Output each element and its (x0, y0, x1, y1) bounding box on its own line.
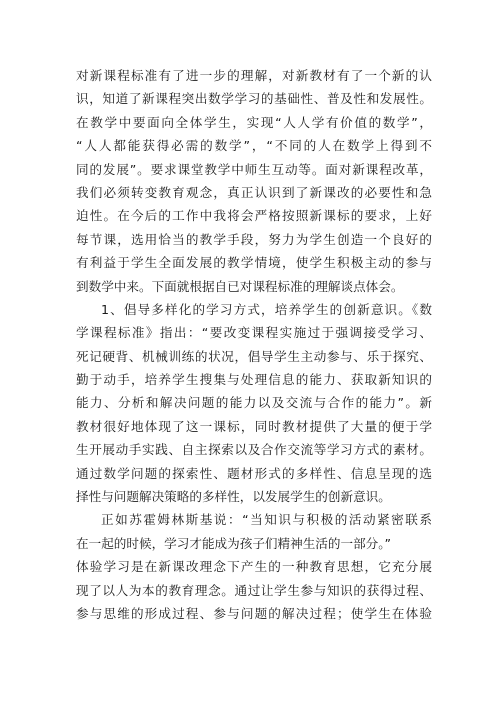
text-line: 通过数学问题的探索性、题材形式的多样性、信息呈现的选 (76, 465, 432, 481)
text-line: “人人都能获得必需的数学”，“不同的人在数学上得到不 (76, 138, 432, 154)
text-line: 择性与问题解决策略的多样性，以发展学生的创新意识。 (76, 489, 391, 505)
text-line: 教材很好地体现了这一课标，同时教材提供了大量的便于学 (76, 418, 432, 434)
text-line: 能力、分析和解决问题的能力以及交流与合作的能力”。新 (76, 395, 432, 411)
text-line: 对新课程标准有了进一步的理解，对新教材有了一个新的认 (76, 68, 432, 83)
text-line: 在教学中要面向全体学生，实现“人人学有价值的数学”， (76, 114, 432, 130)
text-line: 有利益于学生全面发展的教学情境，使学生积极主动的参与 (76, 255, 432, 271)
text-line: 我们必须转变教育观念，真正认识到了新课改的必要性和急 (76, 184, 432, 200)
text-line: 参与思维的形成过程、参与问题的解决过程；使学生在体验 (76, 605, 432, 621)
text-line: 每节课，选用恰当的教学手段，努力为学生创造一个良好的 (76, 231, 432, 247)
text-line: 同的发展”。要求课堂教学中师生互动等。面对新课程改革， (76, 161, 432, 177)
text-line: 1、倡导多样化的学习方式，培养学生的创新意识。《数 (101, 301, 432, 317)
text-line: 在一起的时候，学习才能成为孩子们精神生活的一部分。” (76, 535, 392, 551)
text-line: 死记硬背、机械训练的状况，倡导学生主动参与、乐于探究、 (76, 348, 432, 364)
text-line: 识，知道了新课程突出数学学习的基础性、普及性和发展性。 (76, 91, 432, 107)
text-line: 生开展动手实践、自主探索以及合作交流等学习方式的素材。 (76, 442, 432, 458)
text-line: 现了以人为本的教育理念。通过让学生参与知识的获得过程、 (76, 582, 432, 598)
text-line: 迫性。在今后的工作中我将会严格按照新课标的要求，上好 (76, 208, 432, 224)
text-line: 体验学习是在新课改理念下产生的一种教育思想，它充分展 (76, 559, 432, 575)
text-line: 正如苏霍姆林斯基说：“当知识与积极的活动紧密联系 (101, 512, 432, 528)
text-line: 勤于动手，培养学生搜集与处理信息的能力、获取新知识的 (76, 372, 432, 388)
text-line: 学课程标准》指出：“要改变课程实施过于强调接受学习、 (76, 325, 432, 341)
document-body (76, 64, 432, 625)
text-line: 到数学中来。下面就根据自已对课程标准的理解谈点体会。 (76, 278, 404, 294)
